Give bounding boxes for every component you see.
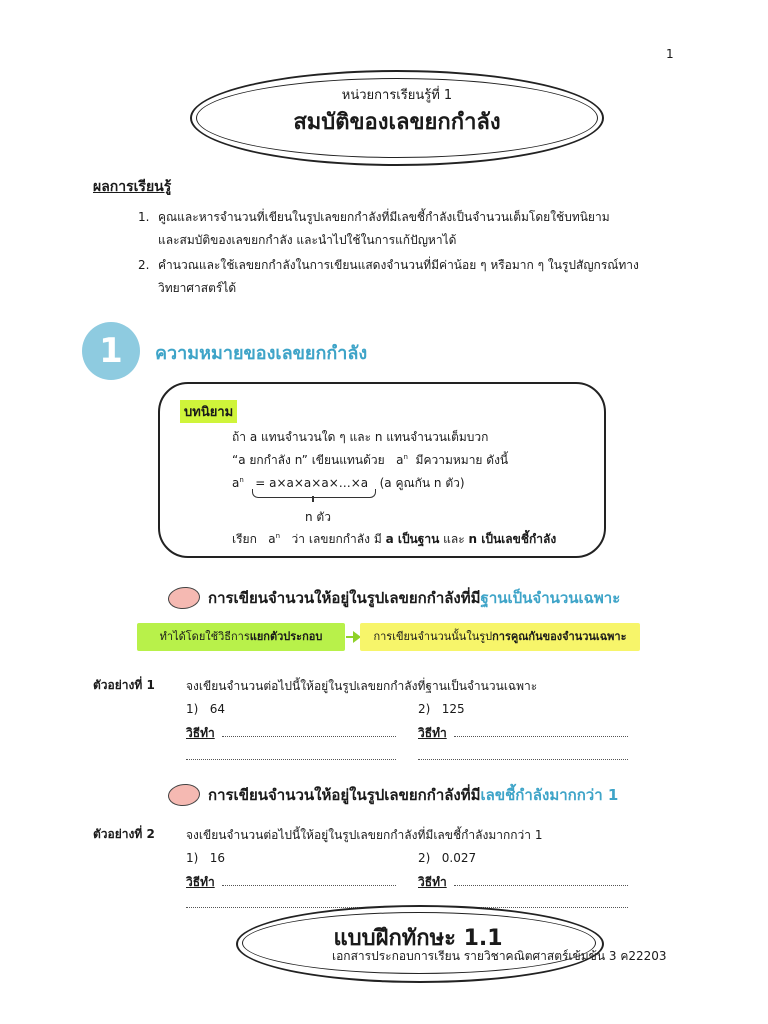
example-label: ตัวอย่างที่ 1 xyxy=(93,678,155,692)
outcomes-heading: ผลการเรียนรู้ xyxy=(93,179,172,195)
outcome-item xyxy=(138,254,678,300)
petal-icon xyxy=(166,781,202,809)
result-tag: การเขียนจำนวนนั้นในรูปการคูณกันของจำนวนเฉพาะ xyxy=(360,623,640,651)
outcome-text: และสมบัติของเลขยกกำลัง และนำไปใช้ในการแก้ปัญหาได้ xyxy=(158,233,457,247)
subsection-heading: การเขียนจำนวนให้อยู่ในรูปเลขยกกำลังที่มีฐานเป็นจำนวนเฉพาะ xyxy=(208,589,621,607)
petal-icon xyxy=(166,584,202,612)
power-symbol: $a^n$ xyxy=(232,476,244,490)
method-label: วิธีทำ xyxy=(186,875,215,889)
definition-line: เรียก $a^n$ ว่า เลขยกกำลัง มี a เป็นฐาน และ n เป็นเลขชี้กำลัง xyxy=(232,532,557,546)
example-item: 2) 0.027 xyxy=(418,851,477,865)
exponent-term: n เป็นเลขชี้กำลัง xyxy=(468,532,557,546)
method-label: วิธีทำ xyxy=(186,726,215,740)
formula-note: (a คูณกัน n ตัว) xyxy=(379,476,465,490)
unit-label: หน่วยการเรียนรู้ที่ 1 xyxy=(341,88,453,103)
definition-tag: บทนิยาม xyxy=(180,400,237,423)
example-item: 1) 16 xyxy=(186,851,226,865)
outcome-text: คูณและหารจำนวนที่เขียนในรูปเลขยกกำลังที่มีเลขชี้กำลังเป็นจำนวนเต็มโดยใช้บทนิยาม xyxy=(158,210,610,224)
formula-rhs: = a×a×a×a×…×a xyxy=(255,476,369,490)
base-term: a เป็นฐาน xyxy=(385,532,440,546)
example-text: จงเขียนจำนวนต่อไปนี้ให้อยู่ในรูปเลขยกกำลังที่ฐานเป็นจำนวนเฉพาะ xyxy=(186,679,538,693)
definition-text: “a ยกกำลัง n” เขียนแทนด้วย xyxy=(232,453,385,467)
answer-line[interactable] xyxy=(222,735,396,737)
answer-line[interactable] xyxy=(186,758,396,760)
definition-line: ถ้า a แทนจำนวนใด ๆ และ n แทนจำนวนเต็มบวก xyxy=(232,430,489,444)
unit-title: สมบัติของเลขยกกำลัง xyxy=(293,110,501,135)
example-item: 1) 64 xyxy=(186,702,226,716)
practice-title: แบบฝึกทักษะ 1.1 xyxy=(333,926,503,951)
definition-line xyxy=(232,451,508,470)
brace-tip xyxy=(312,496,314,502)
example-text: จงเขียนจำนวนต่อไปนี้ให้อยู่ในรูปเลขยกกำลังที่มีเลขชี้กำลังมากกว่า 1 xyxy=(186,828,543,842)
outcome-text: คำนวณและใช้เลขยกกำลังในการเขียนแสดงจำนวนที่มีค่าน้อย ๆ หรือมาก ๆ ในรูปสัญกรณ์ทาง xyxy=(158,258,639,272)
answer-line[interactable] xyxy=(222,884,396,886)
outcome-text: วิทยาศาสตร์ได้ xyxy=(158,281,237,295)
page-number: 1 xyxy=(666,47,674,61)
brace-icon xyxy=(252,489,376,498)
definition-text: มีความหมาย ดังนี้ xyxy=(415,453,509,467)
page-footer: เอกสารประกอบการเรียน รายวิชาคณิตศาสตร์เข้มข้น 3 ค22203 xyxy=(332,949,667,963)
method-label: วิธีทำ xyxy=(418,726,447,740)
outcome-number: 1. xyxy=(138,210,150,224)
power-symbol: $a^n$ xyxy=(396,453,408,467)
brace-label: n ตัว xyxy=(305,510,331,524)
section-title: ความหมายของเลขยกกำลัง xyxy=(155,343,368,364)
answer-line[interactable] xyxy=(418,758,628,760)
section-number-badge: 1 xyxy=(82,322,140,380)
subsection-heading: การเขียนจำนวนให้อยู่ในรูปเลขยกกำลังที่มีเลขชี้กำลังมากกว่า 1 xyxy=(208,786,619,804)
outcome-item xyxy=(138,206,678,252)
example-label: ตัวอย่างที่ 2 xyxy=(93,827,155,841)
subsection-highlight: ฐานเป็นจำนวนเฉพาะ xyxy=(480,589,621,607)
answer-line[interactable] xyxy=(454,884,628,886)
subsection-highlight: เลขชี้กำลังมากกว่า 1 xyxy=(480,786,619,804)
outcome-number: 2. xyxy=(138,258,150,272)
power-symbol: $a^n$ xyxy=(268,532,281,546)
method-label: วิธีทำ xyxy=(418,875,447,889)
answer-line[interactable] xyxy=(454,735,628,737)
method-tag: ทำได้โดยใช้วิธีการแยกตัวประกอบ xyxy=(137,623,345,651)
example-item: 2) 125 xyxy=(418,702,465,716)
